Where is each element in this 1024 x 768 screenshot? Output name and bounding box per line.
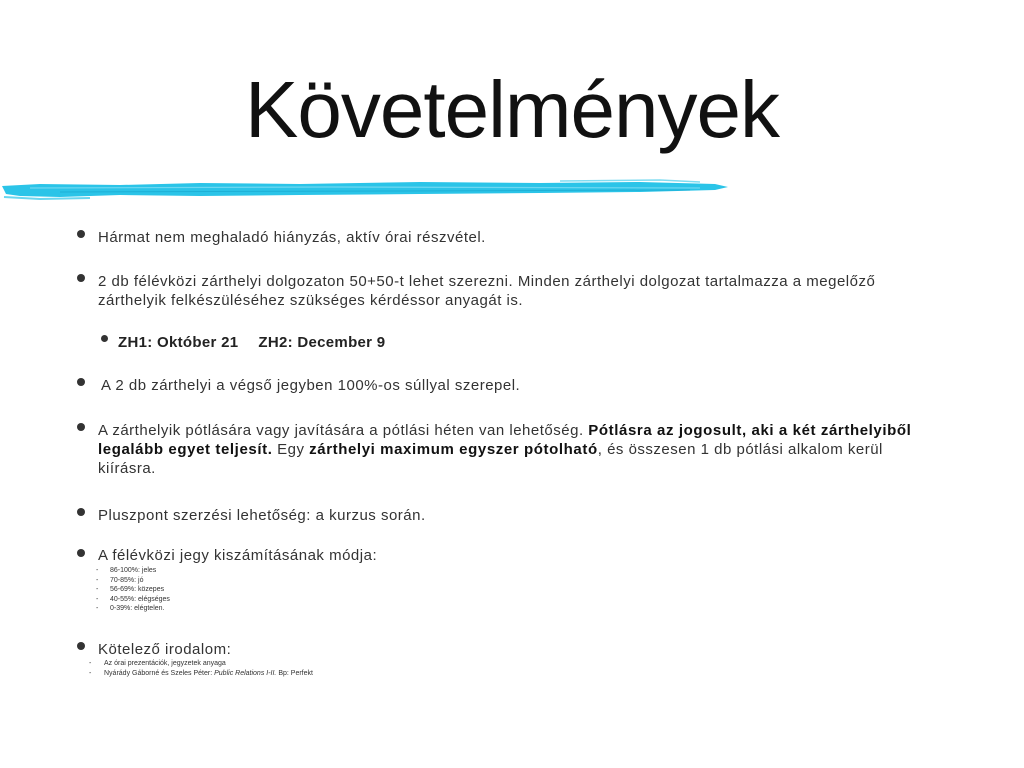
reference-item: - Az órai prezentációk, jegyzetek anyaga (89, 660, 226, 667)
bullet-dot (77, 378, 85, 386)
bullet-dot (77, 274, 85, 282)
slide-title: Követelmények (245, 65, 779, 154)
bullet-grading: A félévközi jegy kiszámításának módja: (98, 547, 378, 564)
bullet-dot (77, 549, 85, 557)
midterm-dates (118, 334, 385, 351)
bullet-dot (77, 423, 85, 431)
bullet-bonus: Pluszpont szerzési lehetőség: a kurzus során. (98, 507, 426, 524)
bullet-weight: A 2 db zárthelyi a végső jegyben 100%-os súllyal szerepel. (101, 377, 521, 394)
grade-item: - 56-69%: közepes (96, 586, 165, 594)
zh2-date: ZH2: December 9 (258, 334, 386, 351)
grade-item: - 0-39%: elégtelen. (96, 605, 165, 613)
grade-scale-list (96, 566, 170, 614)
bullet-dot (77, 642, 85, 650)
midterms-line-2: zárthelyik felkészüléséhez szükséges kérdéssor anyagát is. (98, 292, 524, 309)
bullet-literature: Kötelező irodalom: (98, 641, 232, 658)
zh1-date: ZH1: Október 21 (118, 334, 239, 351)
bullet-retake: A zárthelyik pótlására vagy javítására a pótlási héten van lehetőség. Pótlásra az jogosult, aki a két zárthelyiből legalább egyet teljesít. Egy zárthelyi maximum egyszer pótolható, és összesen 1 db pótlási alkalom kerül kiírásra. (98, 422, 912, 477)
retake-eligibility: Pótlásra az jogosult, aki a két zárthelyiből legalább egyet teljesít. (98, 422, 912, 458)
grade-item: - 86-100%: jeles (96, 567, 157, 574)
reference-list (89, 659, 313, 679)
reference-item: - Nyárády Gáborné és Szeles Péter: Public Relations I-II. Bp: Perfekt (89, 670, 313, 677)
bullet-dot (101, 335, 108, 342)
brush-stroke-divider (0, 176, 730, 204)
grade-item: - 70-85%: jó (96, 576, 144, 584)
bullet-midterms (98, 272, 875, 310)
retake-limit: zárthelyi maximum egyszer pótolható (309, 441, 598, 458)
bullet-attendance: Hármat nem meghaladó hiányzás, aktív órai részvétel. (98, 229, 486, 246)
grade-item: - 40-55%: elégséges (96, 595, 170, 603)
reference-book-title: Public Relations I-II. (214, 670, 277, 677)
bullet-dot (77, 230, 85, 238)
midterms-line-1: 2 db félévközi zárthelyi dolgozaton 50+50-t lehet szerezni. Minden zárthelyi dolgozat tartalmazza a megelőző (98, 273, 876, 290)
bullet-dot (77, 508, 85, 516)
